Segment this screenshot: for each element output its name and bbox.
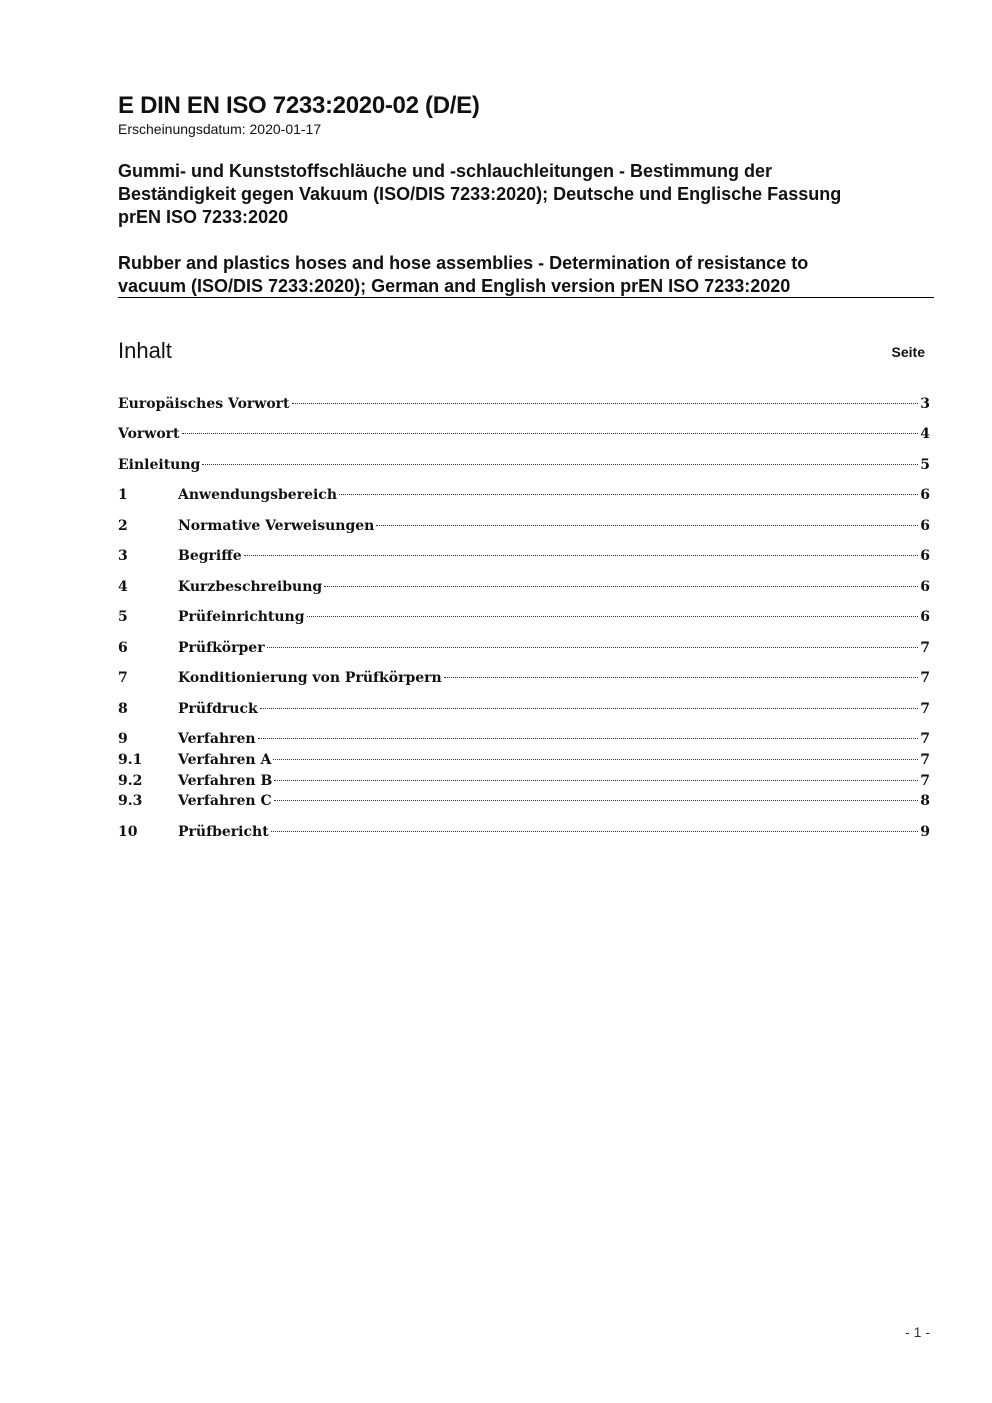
toc-entry-number: 9 (118, 731, 128, 747)
toc-leader-dots (307, 616, 919, 617)
toc-leader-dots (271, 831, 919, 832)
toc-page-column-label: Seite (891, 344, 925, 360)
toc-entry-number: 3 (118, 548, 128, 564)
toc-entry-number: 6 (118, 640, 128, 656)
toc-entry-label: Prüfeinrichtung (178, 609, 305, 625)
toc-entry-number: 1 (118, 487, 128, 503)
toc-entry-label: Vorwort (118, 426, 180, 442)
toc-entry-label: Prüfkörper (178, 640, 265, 656)
toc-entry[interactable] (118, 668, 930, 688)
toc-leader-dots (339, 494, 918, 495)
toc-entry-page: 6 (920, 487, 930, 503)
toc-entry-page: 8 (920, 793, 930, 809)
toc-entry-label: Verfahren A (178, 752, 272, 768)
english-title (118, 252, 934, 298)
toc-entry-number: 9.2 (118, 773, 143, 789)
toc-entry-label: Prüfdruck (178, 701, 258, 717)
german-title (118, 160, 934, 229)
toc-entry-label: Prüfbericht (178, 824, 269, 840)
toc-entry-page: 3 (920, 396, 930, 412)
toc-entry[interactable] (118, 577, 930, 597)
toc-leader-dots (273, 759, 918, 760)
toc-entry-page: 7 (920, 731, 930, 747)
toc-entry-label: Normative Verweisungen (178, 518, 375, 534)
toc-leader-dots (274, 800, 919, 801)
toc-entry-label: Verfahren B (178, 773, 273, 789)
toc-entry-page: 4 (920, 426, 930, 442)
toc-leader-dots (267, 647, 919, 648)
toc-entry-number: 9.3 (118, 793, 143, 809)
toc-entry[interactable] (118, 394, 930, 414)
toc-leader-dots (274, 780, 918, 781)
toc-entry[interactable] (118, 607, 930, 627)
toc-entry-number: 10 (118, 824, 138, 840)
toc-entry[interactable] (118, 485, 930, 505)
german-title-line: Beständigkeit gegen Vakuum (ISO/DIS 7233:2020); Deutsche und Englische Fassung (118, 184, 842, 204)
toc-entry[interactable] (118, 424, 930, 444)
toc-entry-label: Europäisches Vorwort (118, 396, 290, 412)
page-number: - 1 - (905, 1324, 930, 1340)
toc-entry[interactable] (118, 699, 930, 719)
toc-entry[interactable] (118, 750, 930, 770)
german-title-line: Gummi- und Kunststoffschläuche und -schlauchleitungen - Bestimmung der (118, 161, 773, 181)
toc-leader-dots (244, 555, 919, 556)
toc-entry[interactable] (118, 771, 930, 791)
toc-entry[interactable] (118, 455, 930, 475)
toc-entry-number: 5 (118, 609, 128, 625)
toc-entry[interactable] (118, 546, 930, 566)
toc-leader-dots (260, 708, 919, 709)
toc-entry-page: 5 (920, 457, 930, 473)
toc-leader-dots (258, 738, 919, 739)
toc-entry[interactable] (118, 729, 930, 749)
publication-date: Erscheinungsdatum: 2020-01-17 (118, 121, 322, 137)
english-title-line: Rubber and plastics hoses and hose assemblies - Determination of resistance to (118, 253, 809, 273)
toc-entry-page: 7 (920, 670, 930, 686)
toc-entry-page: 7 (920, 701, 930, 717)
toc-entry-label: Begriffe (178, 548, 242, 564)
toc-entry-page: 6 (920, 548, 930, 564)
toc-leader-dots (324, 586, 918, 587)
toc-entry[interactable] (118, 516, 930, 536)
toc-entry-number: 4 (118, 579, 128, 595)
toc-entry-page: 6 (920, 609, 930, 625)
header-divider (118, 297, 934, 298)
toc-entry-number: 8 (118, 701, 128, 717)
toc-entry-page: 6 (920, 579, 930, 595)
toc-leader-dots (202, 464, 918, 465)
toc-entry-page: 7 (920, 752, 930, 768)
toc-entry-label: Einleitung (118, 457, 201, 473)
toc-leader-dots (376, 525, 918, 526)
toc-entry[interactable] (118, 638, 930, 658)
english-title-line: vacuum (ISO/DIS 7233:2020); German and English version prEN ISO 7233:2020 (118, 276, 791, 296)
toc-leader-dots (444, 677, 919, 678)
toc-entry-number: 2 (118, 518, 128, 534)
toc-leader-dots (292, 403, 919, 404)
toc-entry[interactable] (118, 822, 930, 842)
toc-entry-label: Konditionierung von Prüfkörpern (178, 670, 442, 686)
german-title-line: prEN ISO 7233:2020 (118, 207, 289, 227)
toc-entry-number: 7 (118, 670, 128, 686)
toc-entry-page: 7 (920, 773, 930, 789)
toc-entry-label: Anwendungsbereich (178, 487, 337, 503)
toc-entry-label: Verfahren C (178, 793, 272, 809)
toc-entry-page: 7 (920, 640, 930, 656)
toc-entry-page: 9 (920, 824, 930, 840)
toc-entry-page: 6 (920, 518, 930, 534)
toc-entry[interactable] (118, 791, 930, 811)
document-title: E DIN EN ISO 7233:2020-02 (D/E) (118, 92, 480, 119)
toc-entry-number: 9.1 (118, 752, 143, 768)
toc-leader-dots (182, 433, 919, 434)
toc-entry-label: Verfahren (178, 731, 256, 747)
toc-heading: Inhalt (118, 338, 172, 363)
toc-entry-label: Kurzbeschreibung (178, 579, 323, 595)
